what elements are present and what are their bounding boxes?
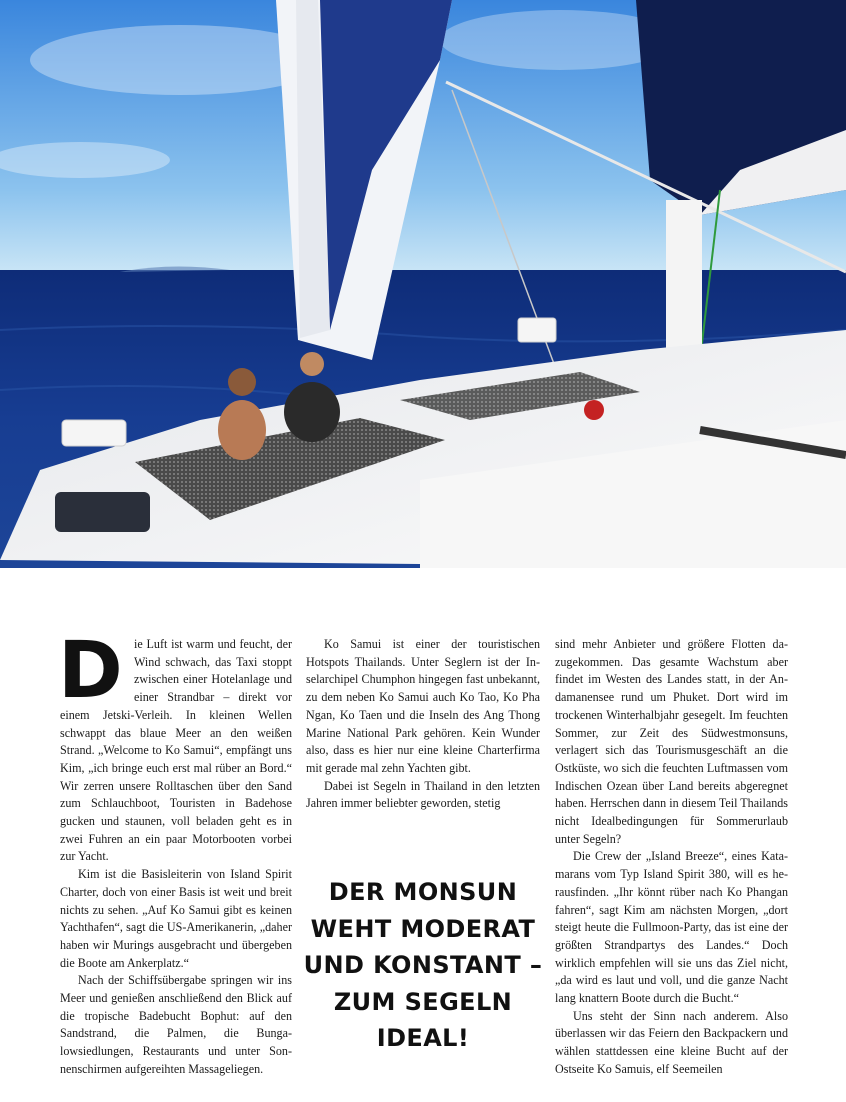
- pull-quote-line: UND KONSTANT –: [303, 951, 543, 979]
- article-column-1: [58, 626, 292, 1079]
- person-right: [284, 382, 340, 442]
- paragraph: Uns steht der Sinn nach anderem. Also überlassen wir das Feiern den Backpackern und wählen stattdessen eine kleine Bucht auf der Ostseite Ko Samuis, elf Seemeilen: [555, 1008, 788, 1076]
- paragraph: sind mehr Anbieter und größere Flotten dazugekommen. Das gesamte Wachstum aber findet im Westen des Landes statt, in der Andamanensee rund um Phuket. Dort wird im trockenen Winterhalbjahr gesegelt. Im feuchten Sommer, zur Zeit des Südwestmonsuns, verlagert sich das Tourismusgeschäft an die Ostküste, wo sich die feuchten Luftmassen vom Indischen Ozean über Land bereits abgeregnet haben. Herrschen dann in diesem Teil Thailands nicht Idealbedingungen für Sommerurlaub unter Segeln?: [555, 637, 788, 846]
- drop-cap: D: [58, 626, 123, 716]
- paragraph: Ko Samui ist einer der touristischen Hotspots Thailands. Unter Seglern ist der Inselarchipel Chumphon hingegen fast unbekannt, zu dem neben Ko Samui auch Ko Tao, Ko Pha Ngan, Ko Taen und die Inseln des Ang Thong Marine National Park gehören. Kein Wunder also, dass es hier nur eine kleine Charterfirma mit gerade mal zehn Yachten gibt.: [306, 637, 540, 775]
- pull-quote-line: WEHT MODERAT: [310, 914, 536, 943]
- pull-quote-line: IDEAL!: [376, 1024, 470, 1052]
- mast: [666, 200, 702, 360]
- article-column-3: [555, 636, 788, 1079]
- paragraph: Dabei ist Segeln in Thailand in den letzten Jahren immer beliebter geworden, stetig: [306, 778, 540, 811]
- pull-quote: [300, 874, 546, 1057]
- paragraph: ie Luft ist warm und feucht, der Wind schwach, das Taxi stoppt zwischen einer Hotelanlage und einer Strandbar – direkt vor einem Jetski-Verleih. In kleinen Wellen schwappt das blaue Meer an den weißen Strand. „Welcome to Ko Samui“, empfängt uns Kim, „ich bringe euch erst mal rüber an Bord.“ Wir zerren unsere Rolltaschen über den Sand zum Schlauchboot, Touristen in Badehose gucken und staunen, voll beladen geht es in zwei Fuhren an ein paar Motorbooten vorbei zur Yacht.: [60, 637, 292, 864]
- paragraph: Die Crew der „Island Breeze“, eines Katamarans vom Typ Island Spirit 380, will es herausfinden. „Ihr könnt rüber nach Ko Phangan fahren“, sagt Kim am nächsten Morgen, „dort steigt heute die Fullmoon-Party, das ist eine der größten Strandpartys des Landes.“ Doch wirklich empfehlen will sie uns das Ziel nicht, „da wird es laut und voll, und die ganze Nacht lang knattern Boote durch die Bucht.“: [555, 849, 788, 1006]
- pull-quote-line: DER MONSUN: [328, 878, 518, 906]
- pull-quote-line: ZUM SEGELN: [333, 987, 513, 1016]
- paragraph: Kim ist die Basisleiterin von Island Spirit Charter, doch von einer Basis ist weit und breit nichts zu sehen. „Auf Ko Samui gibt es keinen Yachthafen“, sagt die US-Amerikanerin, „daher haben wir Murings ausgebracht und übergeben die Boote am Ankerplatz.“: [60, 867, 292, 970]
- article-column-2: [306, 636, 540, 813]
- person-left: [218, 400, 266, 460]
- paragraph: Nach der Schiffsübergabe springen wir ins Meer und genießen anschließend den Blick auf die tropische Badebucht Bophut: auf den Sandstrand, die Palmen, die Bungalowsiedlungen, Restaurants und unter Sonnenschirmen aufgereihten Massageliegen.: [60, 973, 292, 1076]
